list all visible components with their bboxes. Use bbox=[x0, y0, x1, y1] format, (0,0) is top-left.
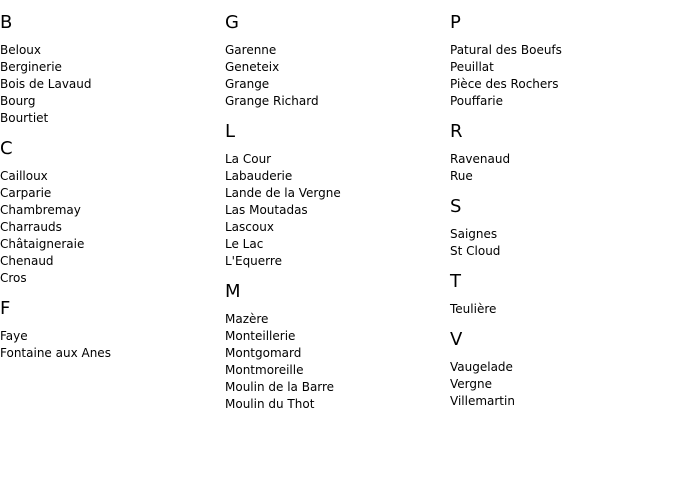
letter-group bbox=[450, 271, 675, 318]
letter-heading: T bbox=[450, 271, 461, 292]
letter-heading: F bbox=[0, 298, 11, 319]
place-name: Monteillerie bbox=[225, 329, 296, 343]
place-name: Moulin du Thot bbox=[225, 397, 315, 411]
place-name: Faye bbox=[0, 329, 28, 343]
place-name: Las Moutadas bbox=[225, 203, 308, 217]
place-name: Vaugelade bbox=[450, 360, 513, 374]
letter-group bbox=[225, 121, 450, 270]
place-name: L'Equerre bbox=[225, 254, 282, 268]
place-name: Beloux bbox=[0, 43, 41, 57]
letter-group bbox=[450, 329, 675, 410]
index-column bbox=[0, 12, 225, 484]
place-name: Labauderie bbox=[225, 169, 293, 183]
place-name-list bbox=[450, 42, 675, 110]
letter-group bbox=[0, 298, 225, 362]
place-name: Ravenaud bbox=[450, 152, 511, 166]
place-name-list bbox=[450, 359, 675, 410]
place-name: Carparie bbox=[0, 186, 52, 200]
place-name-list bbox=[450, 151, 675, 185]
place-name: Garenne bbox=[225, 43, 277, 57]
letter-group bbox=[225, 12, 450, 110]
place-name: Teulière bbox=[450, 302, 497, 316]
place-name: Charrauds bbox=[0, 220, 62, 234]
place-name-list bbox=[0, 42, 225, 127]
place-name: Châtaigneraie bbox=[0, 237, 85, 251]
place-name: Montgomard bbox=[225, 346, 302, 360]
letter-heading: B bbox=[0, 12, 13, 33]
place-name-list bbox=[0, 168, 225, 287]
place-name: Grange Richard bbox=[225, 94, 319, 108]
place-name: Bourtiet bbox=[0, 111, 49, 125]
place-name: Rue bbox=[450, 169, 473, 183]
letter-heading: R bbox=[450, 121, 463, 142]
place-name: La Cour bbox=[225, 152, 272, 166]
place-name: Bois de Lavaud bbox=[0, 77, 92, 91]
place-name: Pièce des Rochers bbox=[450, 77, 559, 91]
place-name-list bbox=[225, 151, 450, 270]
place-name: Saignes bbox=[450, 227, 498, 241]
index-column bbox=[225, 12, 450, 484]
place-name: Le Lac bbox=[225, 237, 264, 251]
letter-group bbox=[450, 196, 675, 260]
letter-heading: P bbox=[450, 12, 461, 33]
place-name: Bourg bbox=[0, 94, 36, 108]
place-name-list bbox=[0, 328, 225, 362]
place-name: Lascoux bbox=[225, 220, 274, 234]
letter-group bbox=[450, 121, 675, 185]
letter-heading: C bbox=[0, 138, 13, 159]
letter-group bbox=[0, 138, 225, 287]
place-name: Patural des Boeufs bbox=[450, 43, 562, 57]
place-name: Mazère bbox=[225, 312, 269, 326]
place-name-list bbox=[450, 301, 675, 318]
place-name: Cailloux bbox=[0, 169, 48, 183]
letter-heading: L bbox=[225, 121, 236, 142]
letter-group bbox=[225, 281, 450, 413]
letter-group bbox=[450, 12, 675, 110]
letter-heading: M bbox=[225, 281, 241, 302]
place-name: Berginerie bbox=[0, 60, 62, 74]
place-name: Moulin de la Barre bbox=[225, 380, 335, 394]
place-name: Villemartin bbox=[450, 394, 515, 408]
place-name-list bbox=[450, 226, 675, 260]
letter-heading: S bbox=[450, 196, 462, 217]
place-name: Chambremay bbox=[0, 203, 81, 217]
place-name-list bbox=[225, 42, 450, 110]
place-name: Grange bbox=[225, 77, 270, 91]
place-name: Chenaud bbox=[0, 254, 54, 268]
letter-group bbox=[0, 12, 225, 127]
place-name: Montmoreille bbox=[225, 363, 304, 377]
place-name: Vergne bbox=[450, 377, 492, 391]
place-name: Lande de la Vergne bbox=[225, 186, 341, 200]
index-column bbox=[450, 12, 675, 484]
place-name: Pouffarie bbox=[450, 94, 504, 108]
place-name: Fontaine aux Anes bbox=[0, 346, 111, 360]
place-name-list bbox=[225, 311, 450, 413]
place-name: Geneteix bbox=[225, 60, 280, 74]
place-name: Cros bbox=[0, 271, 27, 285]
place-name: St Cloud bbox=[450, 244, 501, 258]
letter-heading: G bbox=[225, 12, 239, 33]
place-name: Peuillat bbox=[450, 60, 494, 74]
letter-heading: V bbox=[450, 329, 463, 350]
